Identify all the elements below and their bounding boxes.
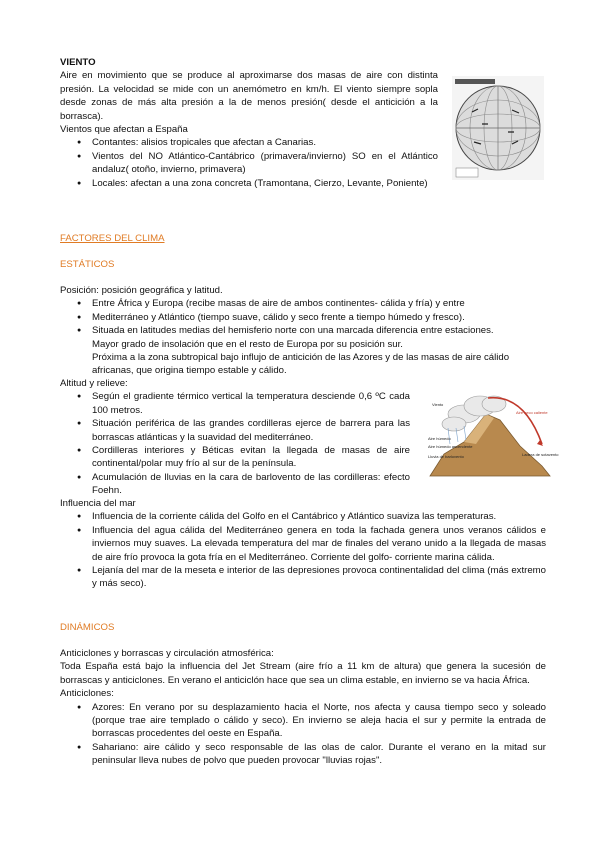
viento-paragraph: Aire en movimiento que se produce al aproximarse dos masas de aire con distinta presión. La velocidad se mide con un anemómetro en km/h. El viento siempre sopla desde zonas de más alta presión a la de menos presión( desde el anticición a la borrasca). [60,70,438,122]
list-item: ● Sahariano: aire cálido y seco responsable de las olas de calor. Durante el verano en la mitad sur peninsular lleva nubes de polvo que pueden provocar "lluvias rojas". [60,741,546,768]
foehn-effect-figure [424,384,559,478]
posicion-list [60,297,546,337]
list-item: ● Azores: En verano por su desplazamiento hacia el Norte, nos afecta y causa tiempo seco y soleado (porque trae aire templado o cálido y seco). En invierno se aleja hacia el sur y permite la entrada de borrascas procedentes del oeste en España. [60,701,546,741]
posicion-extra: Próxima a la zona subtropical bajo influjo de anticición de las Azores y de las masas de aire cálido africanas, que origina tiempo estable y cálido. [92,352,510,377]
list-item: ● Influencia del agua cálida del Mediterráneo genera en toda la fachada genera unos veranos cálidos e inviernos muy suaves. La elevada temperatura del mar de finales del verano unido a la llegada de masas de aire frío provoca la gota fría en el Mediterráneo. Corriente del golfo- corriente marina cálida. [60,524,546,564]
altitud-list [60,390,410,497]
dinamicos-paragraph: Toda España está bajo la influencia del Jet Stream (aire frío a 11 km de altura) que genera la sucesión de borrascas y anticiclones. En verano el anticiclón hace que sea un clima estable, en invierno se va hacia África. [60,661,546,686]
posicion-heading: Posición: posición geográfica y latitud. [60,285,223,296]
estaticos-title: ESTÁTICOS [60,259,115,270]
posicion-section [60,284,546,378]
list-item: ● Locales: afectan a una zona concreta (Tramontana, Cierzo, Levante, Poniente) [60,177,438,190]
mar-heading: Influencia del mar [60,498,136,509]
altitud-section [60,377,410,498]
list-item: ● Acumulación de lluvias en la cara de barlovento de las cordilleras: efecto Foehn. [60,471,410,498]
list-item: ● Lejanía del mar de la meseta e interior de las depresiones provoca continentalidad del clima (más extremo y más seco). [60,564,546,591]
list-item: ● Entre África y Europa (recibe masas de aire de ambos continentes- cálida y fría) y entre [60,297,546,310]
list-item: ● Mediterráneo y Atlántico (tiempo suave, cálido y seco frente a tiempo húmedo y fresco). [60,311,546,324]
foehn-label: Aire húmedo ascendente [428,444,473,449]
foehn-label: Aire húmedo [428,436,451,441]
dinamicos-heading: Anticiclones y borrascas y circulación atmosférica: [60,648,274,659]
mar-list [60,510,546,590]
anticiclones-list [60,701,546,768]
list-item: ● Situación periférica de las grandes cordilleras ejerce de barrera para las borrascas atlánticas y la suavidad del mediterráneo. [60,417,410,444]
list-item: ● Influencia de la corriente cálida del Golfo en el Cantábrico y Atlántico suaviza las temperaturas. [60,510,546,523]
foehn-label: Aire seco caliente [516,410,548,415]
dinamicos-section [60,647,546,768]
foehn-label: Ladera de sotavento [522,452,559,457]
vientos-list [60,136,438,190]
list-item: ● Contantes: alisios tropicales que afectan a Canarias. [60,136,438,149]
foehn-label: Lluvia de barlovento [428,454,464,459]
posicion-extra: Mayor grado de insolación que en el resto de Europa por su posición sur. [92,338,403,350]
list-item: ● Situada en latitudes medias del hemisferio norte con una marcada diferencia entre estaciones. [60,324,546,337]
dinamicos-title: DINÁMICOS [60,622,115,633]
list-item: ● Según el gradiente térmico vertical la temperatura desciende 0,6 ºC cada 100 metros. [60,390,410,417]
viento-section [60,56,438,190]
altitud-heading: Altitud y relieve: [60,378,128,389]
anticiclones-subheading: Anticiclones: [60,688,114,700]
mar-section [60,497,546,591]
foehn-label: Viento [432,402,444,407]
vientos-subheading: Vientos que afectan a España [60,124,188,136]
viento-title: VIENTO [60,57,96,68]
factores-title: FACTORES DEL CLIMA [60,233,165,244]
wind-globe-figure [452,76,544,180]
list-item: ● Vientos del NO Atlántico-Cantábrico (primavera/invierno) SO en el Atlántico andaluz( otoño, invierno, primavera) [60,150,438,177]
list-item: ● Cordilleras interiores y Béticas evitan la llegada de masas de aire continental/polar muy frío al sur de la península. [60,444,410,471]
